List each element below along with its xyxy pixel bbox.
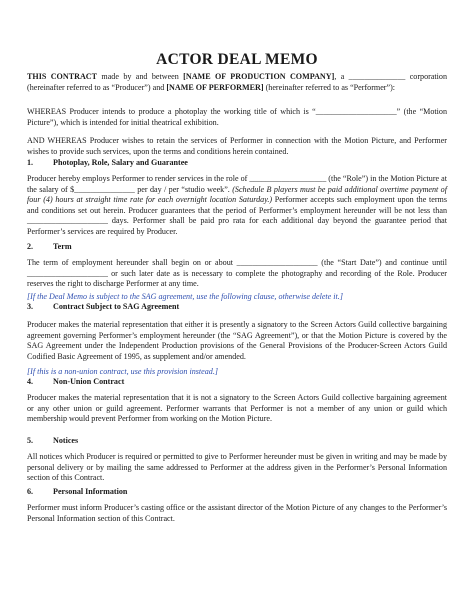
intro-lead: THIS CONTRACT (27, 72, 98, 81)
section-3-instruction-note: [If the Deal Memo is subject to the SAG agreement, use the following clause, otherwise delete it.] (27, 292, 343, 301)
whereas-paragraph-2: AND WHEREAS Producer wishes to retain the services of Performer in connection with the Motion Picture, and Performer wishes to provide such services, upon the terms and conditions herein contained. (27, 136, 447, 156)
intro-text-3: (hereinafter referred to as “Performer”): (263, 82, 396, 92)
section-2-title: Term (53, 242, 72, 251)
section-5-title: Notices (53, 436, 79, 445)
section-1-number: 1. (27, 158, 34, 167)
section-2-body: The term of employment hereunder shall begin on or about ____________________ (the “Start Date”) and continue until ____________________ or such later date as is necessary to complete the photography and recording of the Role. Producer reserves the right to discharge Performer at any time. (27, 258, 447, 289)
section-6-number: 6. (27, 487, 34, 496)
performer-placeholder: [NAME OF PERFORMER] (166, 82, 264, 92)
section-3-heading (27, 302, 447, 313)
section-5-heading (27, 436, 447, 447)
section-1-schedule-b-note: (Schedule B players must be paid additional overtime payment of four (4) hours at straight time rate for each overnight location Saturday.) (27, 184, 447, 205)
section-2-number: 2. (27, 242, 34, 251)
section-1-text-3: Performer accepts such employment upon the terms and conditions set out herein. Producer guarantees that the period of Performer’s employment hereunder will be not less than ____________________ days. Performer shall be paid pro rata for each additional day beyond the guarantee period that Performer’s services are required by Producer. (27, 195, 447, 236)
section-5-body: All notices which Producer is required or permitted to give to Performer hereunder must be given in writing and may be made by personal delivery or by mailing the same addressed to Performer at the address given in the Performer’s Personal Information section of this Contract. (27, 452, 447, 483)
whereas-paragraph-1: WHEREAS Producer intends to produce a photoplay the working title of which is “____________________” (the “Motion Picture”), which is intended for initial theatrical exhibition. (27, 107, 447, 127)
section-3-body: Producer makes the material representation that either it is presently a signatory to the Screen Actors Guild collective bargaining agreement governing Performer’s employment hereunder (the “SAG Agreement”), or that the Motion Picture is covered by the SAG Agreement under the Independent Production provisions of the General Provisions of the Producer-Screen Actors Guild Codified Basic Agreement of 1995, as supplement and/or amended. (27, 320, 447, 361)
section-4-body: Producer makes the material representation that it is not a signatory to the Screen Actors Guild collective bargaining agreement or any other union or guild agreement. Performer warrants that Performer is not a member of any union or guild which membership would prevent Performer from working on the Motion Picture. (27, 393, 447, 424)
section-6-title: Personal Information (53, 487, 128, 496)
section-3-number: 3. (27, 302, 34, 311)
section-4-title: Non-Union Contract (53, 377, 125, 386)
production-company-placeholder: [NAME OF PRODUCTION COMPANY] (183, 72, 335, 81)
intro-paragraph (27, 72, 447, 93)
section-6-body: Performer must inform Producer’s casting office or the assistant director of the Motion Picture of any changes to the Performer’s Personal Information section of this Contract. (27, 503, 447, 523)
section-1-title: Photoplay, Role, Salary and Guarantee (53, 158, 188, 167)
section-4-number: 4. (27, 377, 34, 386)
intro-text-1: made by and between (97, 72, 184, 81)
section-1-body (27, 174, 447, 238)
section-4-heading (27, 377, 447, 388)
section-5-number: 5. (27, 436, 34, 445)
section-1-heading (27, 158, 447, 169)
section-1-text-1: Producer hereby employs Performer to render services in the role of ___________________ (the “Role”) in the Motion Picture at the salary of $_______________ per day / per “studio week”. (27, 174, 447, 194)
section-4-instruction-note: [If this is a non-union contract, use this provision instead.] (27, 367, 219, 376)
document-title: ACTOR DEAL MEMO (156, 51, 318, 68)
section-3-title: Contract Subject to SAG Agreement (53, 302, 180, 311)
section-2-heading (27, 242, 447, 253)
section-6-heading (27, 487, 447, 498)
intro-text-2: , a ______________ corporation (hereinafter referred to as “Producer”) and (27, 72, 448, 92)
